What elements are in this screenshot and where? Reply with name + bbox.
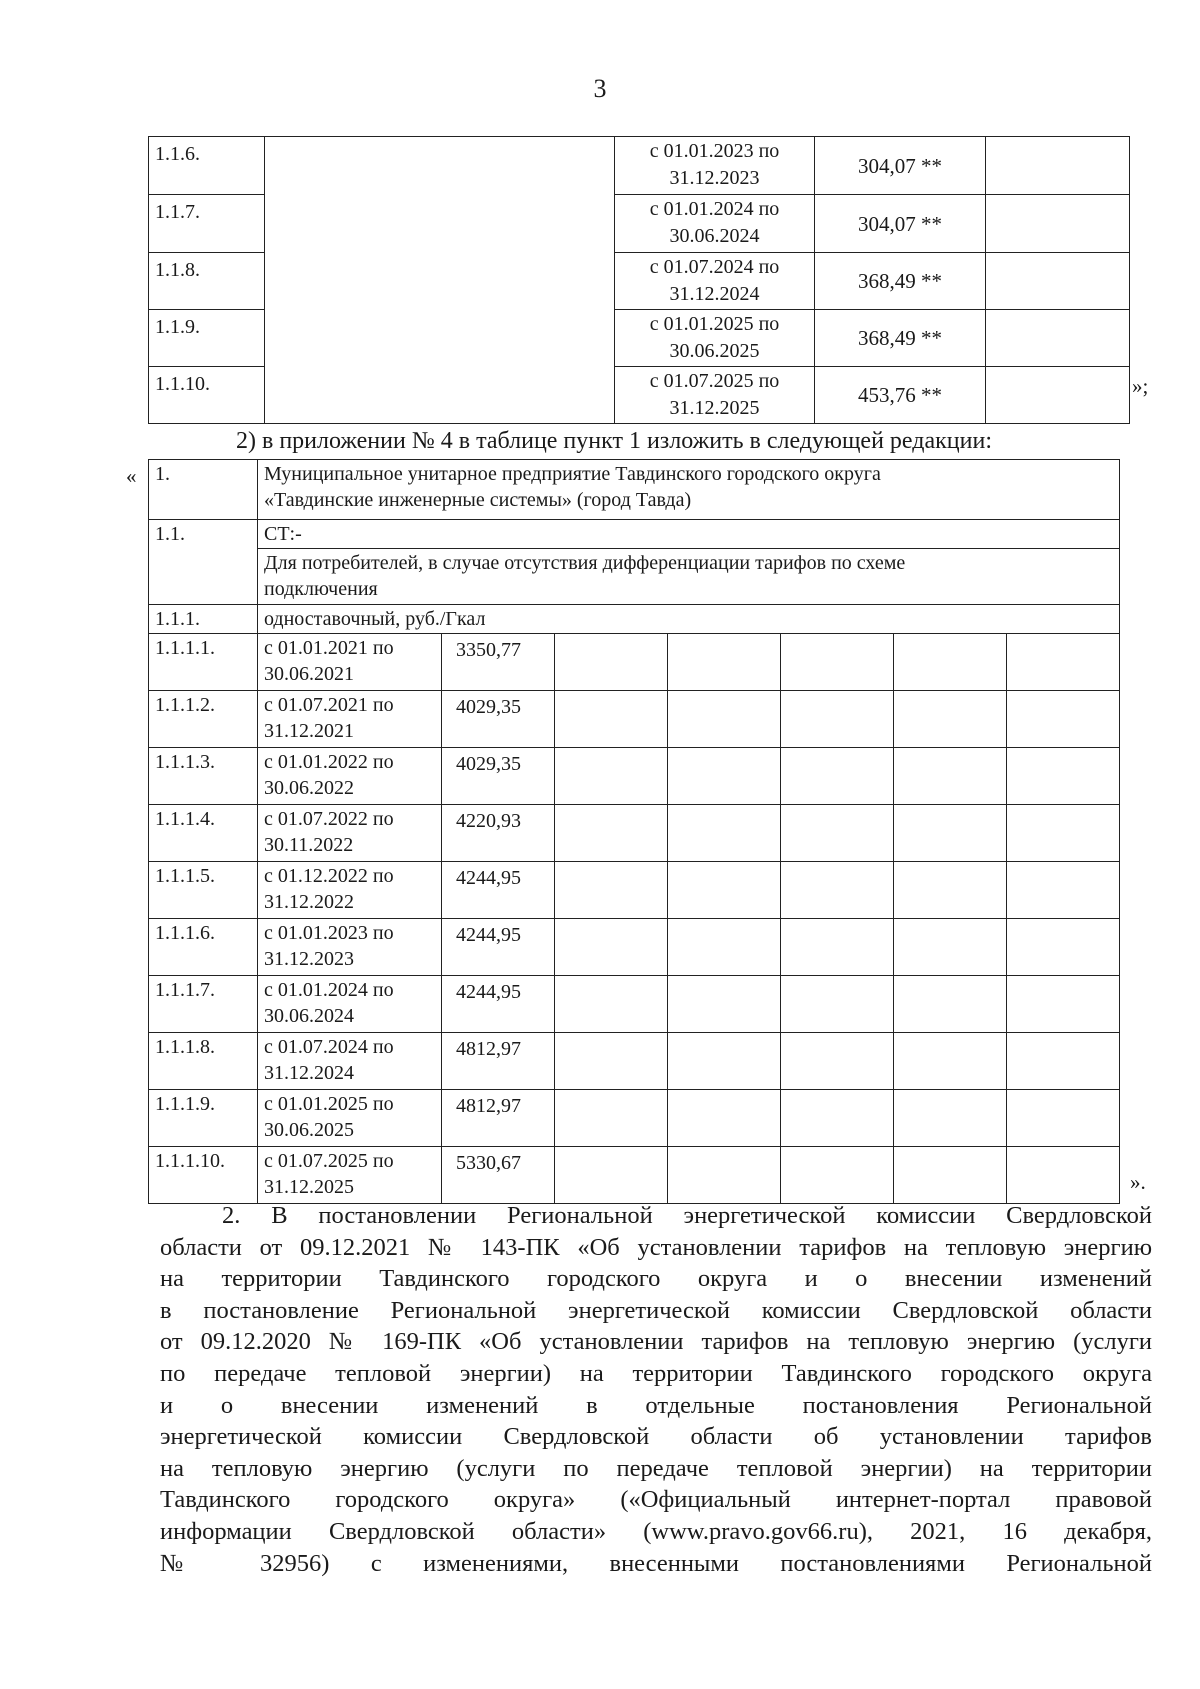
- row-number: 1.1.7.: [149, 195, 265, 253]
- row-number: 1.1.1.6.: [149, 919, 258, 976]
- row-number: 1.1.9.: [149, 310, 265, 367]
- row-number: 1.1.1.1.: [149, 634, 258, 691]
- tariff-value: 4029,35: [442, 748, 555, 805]
- period-cell: с 01.07.2025 по 31.12.2025: [615, 367, 815, 424]
- period-cell: с 01.01.2025 по 30.06.2025: [615, 310, 815, 367]
- paragraph-line: информации Свердловской области» (www.pravo.gov66.ru), 2021, 16 декабря,: [160, 1517, 1152, 1545]
- paragraph-line: № 32956) с изменениями, внесенными постановлениями Региональной: [160, 1549, 1152, 1577]
- tariff-value: 4244,95: [442, 919, 555, 976]
- consumers-row: [149, 549, 1120, 605]
- table-row: [149, 862, 1120, 919]
- table-row: [149, 1147, 1120, 1204]
- row-number: 1.1.8.: [149, 253, 265, 310]
- paragraph-line: в постановление Региональной энергетической комиссии Свердловской области: [160, 1296, 1152, 1324]
- paragraph-line: 2. В постановлении Региональной энергетической комиссии Свердловской: [222, 1202, 1152, 1229]
- tariff-value: 3350,77: [442, 634, 555, 691]
- amendment-intro: 2) в приложении № 4 в таблице пункт 1 изложить в следующей редакции:: [236, 428, 992, 454]
- period-cell: с 01.07.2024 по 31.12.2024: [615, 253, 815, 310]
- tariff-value: 5330,67: [442, 1147, 555, 1204]
- paragraph-line: на тепловую энергию (услуги по передаче тепловой энергии) на территории: [160, 1454, 1152, 1482]
- row-number: 1.1.1.9.: [149, 1090, 258, 1147]
- table-row: [149, 691, 1120, 748]
- row-number: 1.1.1.4.: [149, 805, 258, 862]
- row-number: 1.1.1.8.: [149, 1033, 258, 1090]
- tariff-value: 368,49 **: [815, 253, 986, 310]
- tariff-value: 4244,95: [442, 976, 555, 1033]
- tariff-value: 4244,95: [442, 862, 555, 919]
- tariff-table-new: [148, 459, 1120, 1204]
- paragraph-line: от 09.12.2020 № 169-ПК «Об установлении тарифов на тепловую энергию (услуги: [160, 1328, 1152, 1356]
- row-number: 1.1.1.10.: [149, 1147, 258, 1204]
- period-cell: с 01.01.2024 по 30.06.2024: [258, 976, 442, 1033]
- table-row: [149, 137, 1130, 195]
- paragraph-line: на территории Тавдинского городского округа и о внесении изменений: [160, 1265, 1152, 1293]
- tariff-value: 453,76 **: [815, 367, 986, 424]
- merged-empty-cell: [265, 137, 615, 424]
- tariff-value: 4812,97: [442, 1033, 555, 1090]
- empty-cell: [986, 367, 1130, 424]
- empty-cell: [986, 253, 1130, 310]
- period-cell: с 01.07.2025 по 31.12.2025: [258, 1147, 442, 1204]
- sub-row: [149, 520, 1120, 549]
- table-row: [149, 976, 1120, 1033]
- paragraph-line: области от 09.12.2021 № 143-ПК «Об установлении тарифов на тепловую энергию: [160, 1233, 1152, 1261]
- tariff-value: 368,49 **: [815, 310, 986, 367]
- tariff-table-continuation: [148, 136, 1130, 424]
- row-number: 1.1.: [149, 520, 258, 605]
- period-cell: с 01.12.2022 по 31.12.2022: [258, 862, 442, 919]
- row-number: 1.1.1.7.: [149, 976, 258, 1033]
- paragraph-line: Тавдинского городского округа» («Официальный интернет-портал правовой: [160, 1486, 1152, 1514]
- period-cell: с 01.07.2024 по 31.12.2024: [258, 1033, 442, 1090]
- row-number: 1.1.1.5.: [149, 862, 258, 919]
- table-row: [149, 748, 1120, 805]
- tariff-value: 304,07 **: [815, 137, 986, 195]
- page-number: 3: [593, 74, 607, 103]
- table-row: [149, 805, 1120, 862]
- paragraph-line: по передаче тепловой энергии) на территории Тавдинского городского округа: [160, 1359, 1152, 1387]
- row-number: 1.1.6.: [149, 137, 265, 195]
- period-cell: с 01.01.2021 по 30.06.2021: [258, 634, 442, 691]
- rate-row: [149, 605, 1120, 634]
- system-label: СТ:-: [258, 520, 1120, 549]
- empty-cell: [986, 195, 1130, 253]
- table-row: [149, 1090, 1120, 1147]
- period-cell: с 01.01.2024 по 30.06.2024: [615, 195, 815, 253]
- closing-quote: »;: [1132, 374, 1149, 398]
- row-number: 1.: [149, 460, 258, 520]
- period-cell: с 01.01.2023 по 31.12.2023: [615, 137, 815, 195]
- period-cell: с 01.07.2021 по 31.12.2021: [258, 691, 442, 748]
- tariff-value: 4220,93: [442, 805, 555, 862]
- tariff-value: 4812,97: [442, 1090, 555, 1147]
- opening-quote: «: [126, 464, 137, 488]
- paragraph-line: и о внесении изменений в отдельные постановления Региональной: [160, 1391, 1152, 1419]
- empty-cell: [986, 310, 1130, 367]
- body-paragraph: [160, 1200, 1152, 1579]
- empty-cell: [986, 137, 1130, 195]
- closing-quote: ».: [1130, 1170, 1146, 1194]
- table-row: [149, 634, 1120, 691]
- period-cell: с 01.01.2025 по 30.06.2025: [258, 1090, 442, 1147]
- rate-label: одноставочный, руб./Гкал: [258, 605, 1120, 634]
- row-number: 1.1.1.: [149, 605, 258, 634]
- row-number: 1.1.1.3.: [149, 748, 258, 805]
- org-row: [149, 460, 1120, 520]
- consumers-label: Для потребителей, в случае отсутствия дифференциации тарифов по схеме подключения: [258, 549, 1120, 605]
- period-cell: с 01.01.2022 по 30.06.2022: [258, 748, 442, 805]
- period-cell: с 01.01.2023 по 31.12.2023: [258, 919, 442, 976]
- row-number: 1.1.10.: [149, 367, 265, 424]
- table-row: [149, 919, 1120, 976]
- period-cell: с 01.07.2022 по 30.11.2022: [258, 805, 442, 862]
- tariff-value: 4029,35: [442, 691, 555, 748]
- table-row: [149, 1033, 1120, 1090]
- tariff-value: 304,07 **: [815, 195, 986, 253]
- paragraph-line: энергетической комиссии Свердловской области об установлении тарифов: [160, 1423, 1152, 1451]
- row-number: 1.1.1.2.: [149, 691, 258, 748]
- organization-name: Муниципальное унитарное предприятие Тавдинского городского округа «Тавдинские инженерные системы» (город Тавда): [258, 460, 1120, 520]
